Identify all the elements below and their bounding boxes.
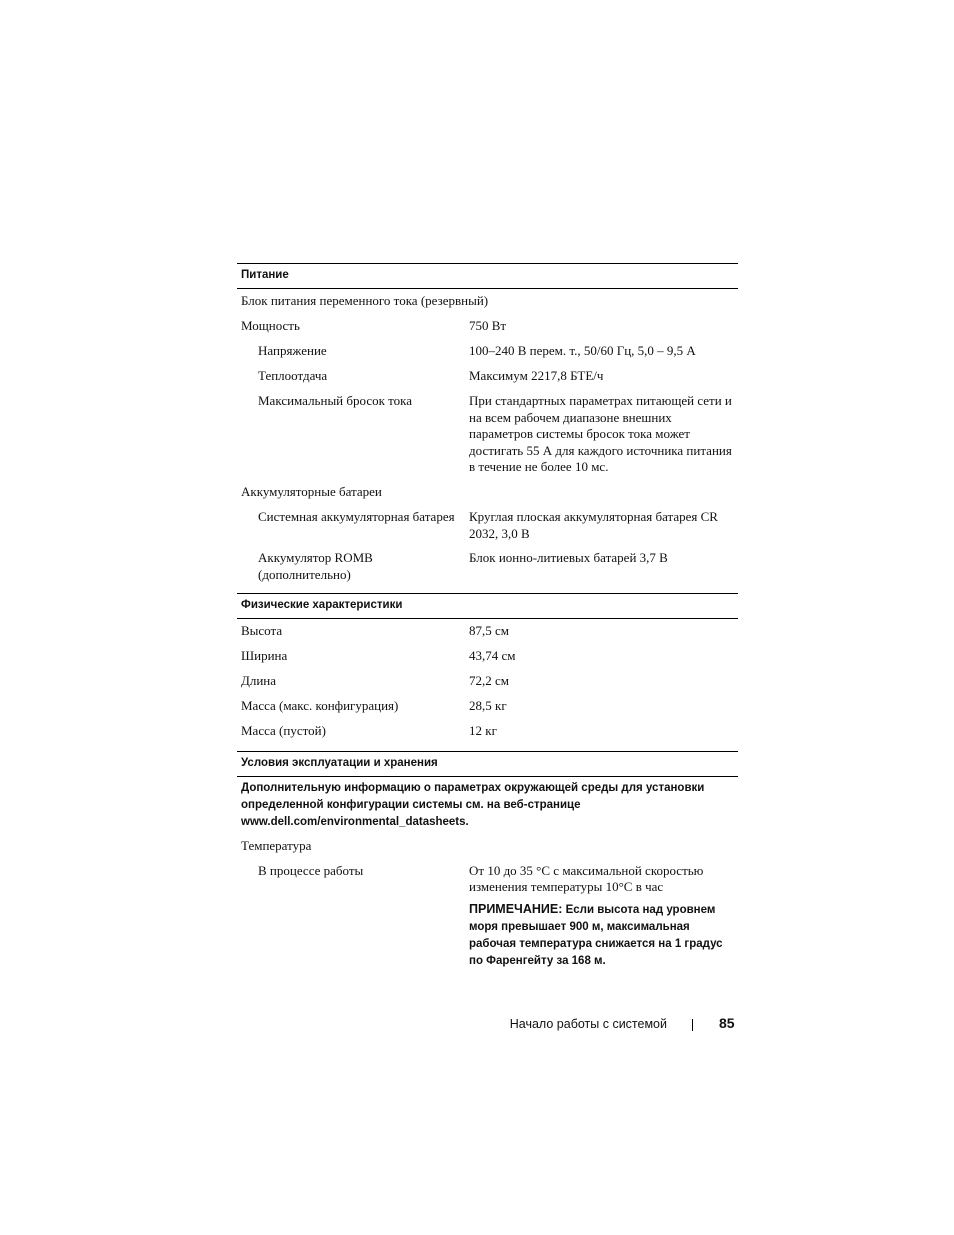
operating-row (237, 863, 738, 896)
mass-max-value: 28,5 кг (469, 698, 507, 713)
length-value: 72,2 см (469, 673, 509, 688)
temperature-label: Температура (241, 837, 312, 853)
voltage-value: 100–240 В перем. т., 50/60 Гц, 5,0 – 9,5 А (469, 343, 696, 358)
temperature-row (237, 838, 738, 855)
width-row (237, 648, 738, 665)
page-footer (0, 1015, 954, 1035)
section-heading-physical: Физические характеристики (237, 593, 738, 619)
romb-row (237, 550, 738, 583)
wattage-value: 750 Вт (469, 318, 507, 333)
footer-separator (692, 1019, 693, 1031)
environment-info-text: Дополнительную информацию о параметрах окружающей среды для установки определенной конфигурации системы см. на веб-странице www.dell.com/environmental_datasheets. (241, 781, 705, 828)
width-label: Ширина (241, 648, 288, 663)
note-block (469, 901, 734, 970)
inrush-label: Максимальный бросок тока (258, 393, 413, 408)
height-row (237, 623, 738, 640)
heat-row (237, 368, 738, 385)
page-number: 85 (719, 1015, 735, 1031)
spec-table (237, 263, 738, 970)
length-row (237, 673, 738, 690)
note-row (237, 901, 738, 970)
heat-value: Максимум 2217,8 БТЕ/ч (469, 368, 604, 383)
heat-label: Теплоотдача (258, 368, 328, 383)
batteries-label: Аккумуляторные батареи (241, 484, 382, 499)
voltage-row (237, 343, 738, 360)
romb-label: Аккумулятор ROMB (дополнительно) (258, 550, 373, 582)
sys-battery-row (237, 509, 738, 542)
note-text: Если высота над уровнем моря превышает 900 м, максимальная рабочая температура снижается на 1 градус по Фаренгейту за 168 м. (469, 903, 723, 967)
height-value: 87,5 см (469, 623, 509, 638)
operating-label: В процессе работы (258, 862, 364, 878)
width-value: 43,74 см (469, 648, 516, 663)
operating-value: От 10 до 35 °C с максимальной скоростью изменения температуры 10°C в час (469, 862, 704, 894)
mass-empty-label: Масса (пустой) (241, 723, 326, 738)
mass-empty-row (237, 723, 738, 740)
mass-max-label: Масса (макс. конфигурация) (241, 698, 399, 713)
voltage-label: Напряжение (258, 343, 327, 358)
section-heading-power: Питание (237, 263, 738, 289)
romb-value: Блок ионно-литиевых батарей 3,7 В (469, 550, 668, 565)
inrush-value: При стандартных параметрах питающей сети и на всем рабочем диапазоне внешних параметров системы бросок тока может достигать 55 А для каждого источника питания в течение не более 10 мс. (469, 393, 732, 474)
wattage-label: Мощность (241, 318, 300, 333)
sys-battery-value: Круглая плоская аккумуляторная батарея CR 2032, 3,0 В (469, 509, 718, 541)
sys-battery-label: Системная аккумуляторная батарея (258, 509, 455, 524)
inrush-row (237, 393, 738, 476)
mass-max-row (237, 698, 738, 715)
wattage-row (237, 318, 738, 335)
environment-info (237, 780, 738, 831)
section-heading-environment: Условия эксплуатации и хранения (237, 751, 738, 777)
batteries-row (237, 484, 738, 501)
footer-title: Начало работы с системой (509, 1017, 667, 1031)
note-label: ПРИМЕЧАНИЕ: (469, 901, 563, 916)
mass-empty-value: 12 кг (469, 723, 497, 738)
length-label: Длина (241, 673, 277, 688)
height-label: Высота (241, 623, 283, 638)
psu-row (237, 293, 738, 310)
psu-label: Блок питания переменного тока (резервный) (241, 293, 489, 308)
